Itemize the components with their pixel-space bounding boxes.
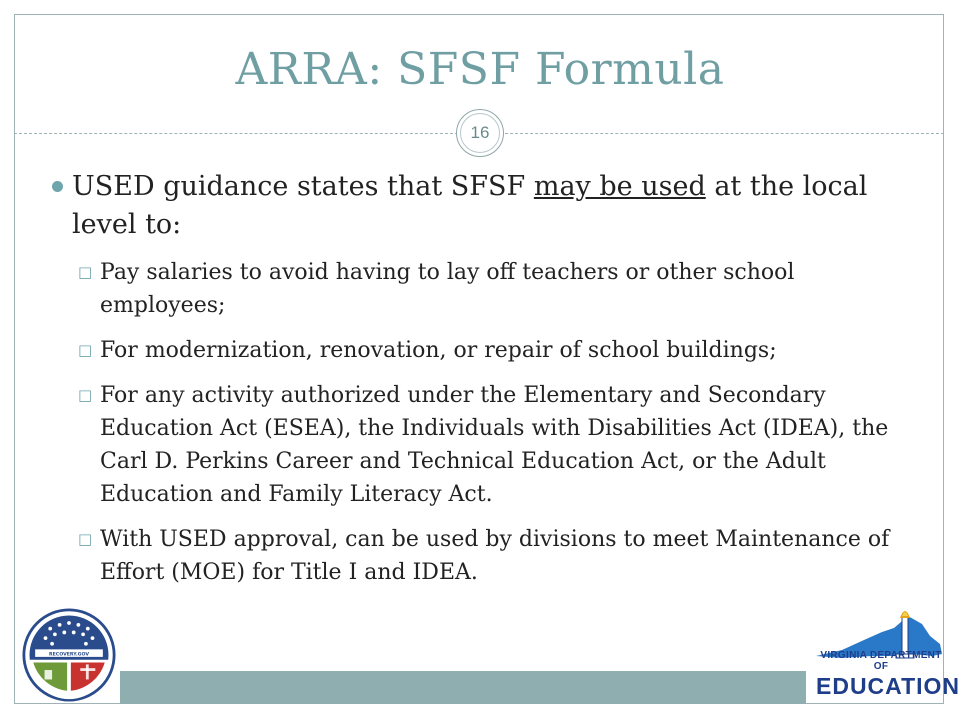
sub-bullet-text: For modernization, renovation, or repair of school buildings; xyxy=(100,338,777,363)
sub-bullet-text: For any activity authorized under the Elementary and Secondary Education Act (ESEA), the Individuals with Disabilities Act (IDEA), the Carl D. Perkins Career and Technical Education Act, or the Adult Education and Family Literacy Act. xyxy=(100,383,889,507)
footer-band xyxy=(120,671,806,704)
sub-bullet-text: With USED approval, can be used by divisions to meet Maintenance of Effort (MOE) for Title I and IDEA. xyxy=(100,527,890,585)
square-bullet-icon: □ xyxy=(78,386,93,404)
main-bullet-underlined: may be used xyxy=(533,171,706,202)
sub-bullet-4 xyxy=(50,523,910,589)
slide-title: ARRA: SFSF Formula xyxy=(235,44,725,95)
sub-bullet-1 xyxy=(50,256,910,322)
sub-bullet-2 xyxy=(50,334,910,367)
vdoe-line1: VIRGINIA DEPARTMENT OF xyxy=(820,650,942,672)
vdoe-wordmark xyxy=(816,650,960,700)
square-bullet-icon: □ xyxy=(78,263,93,281)
slide-number-badge: 16 xyxy=(456,109,504,157)
main-bullet-prefix: USED guidance states that SFSF xyxy=(72,171,534,202)
bullet-dot-icon xyxy=(52,181,63,192)
main-bullet xyxy=(50,168,910,244)
slide-content xyxy=(50,168,910,589)
sub-bullet-3 xyxy=(50,379,910,511)
recovery-logo xyxy=(22,608,116,702)
sub-bullet-text: Pay salaries to avoid having to lay off teachers or other school employees; xyxy=(100,260,795,318)
main-bullet-suffix: at the local level to: xyxy=(72,171,868,240)
svg-text:RECOVERY.GOV: RECOVERY.GOV xyxy=(48,652,90,658)
square-bullet-icon: □ xyxy=(78,341,93,359)
square-bullet-icon: □ xyxy=(78,530,93,548)
vdoe-line2: EDUCATION xyxy=(816,673,960,699)
